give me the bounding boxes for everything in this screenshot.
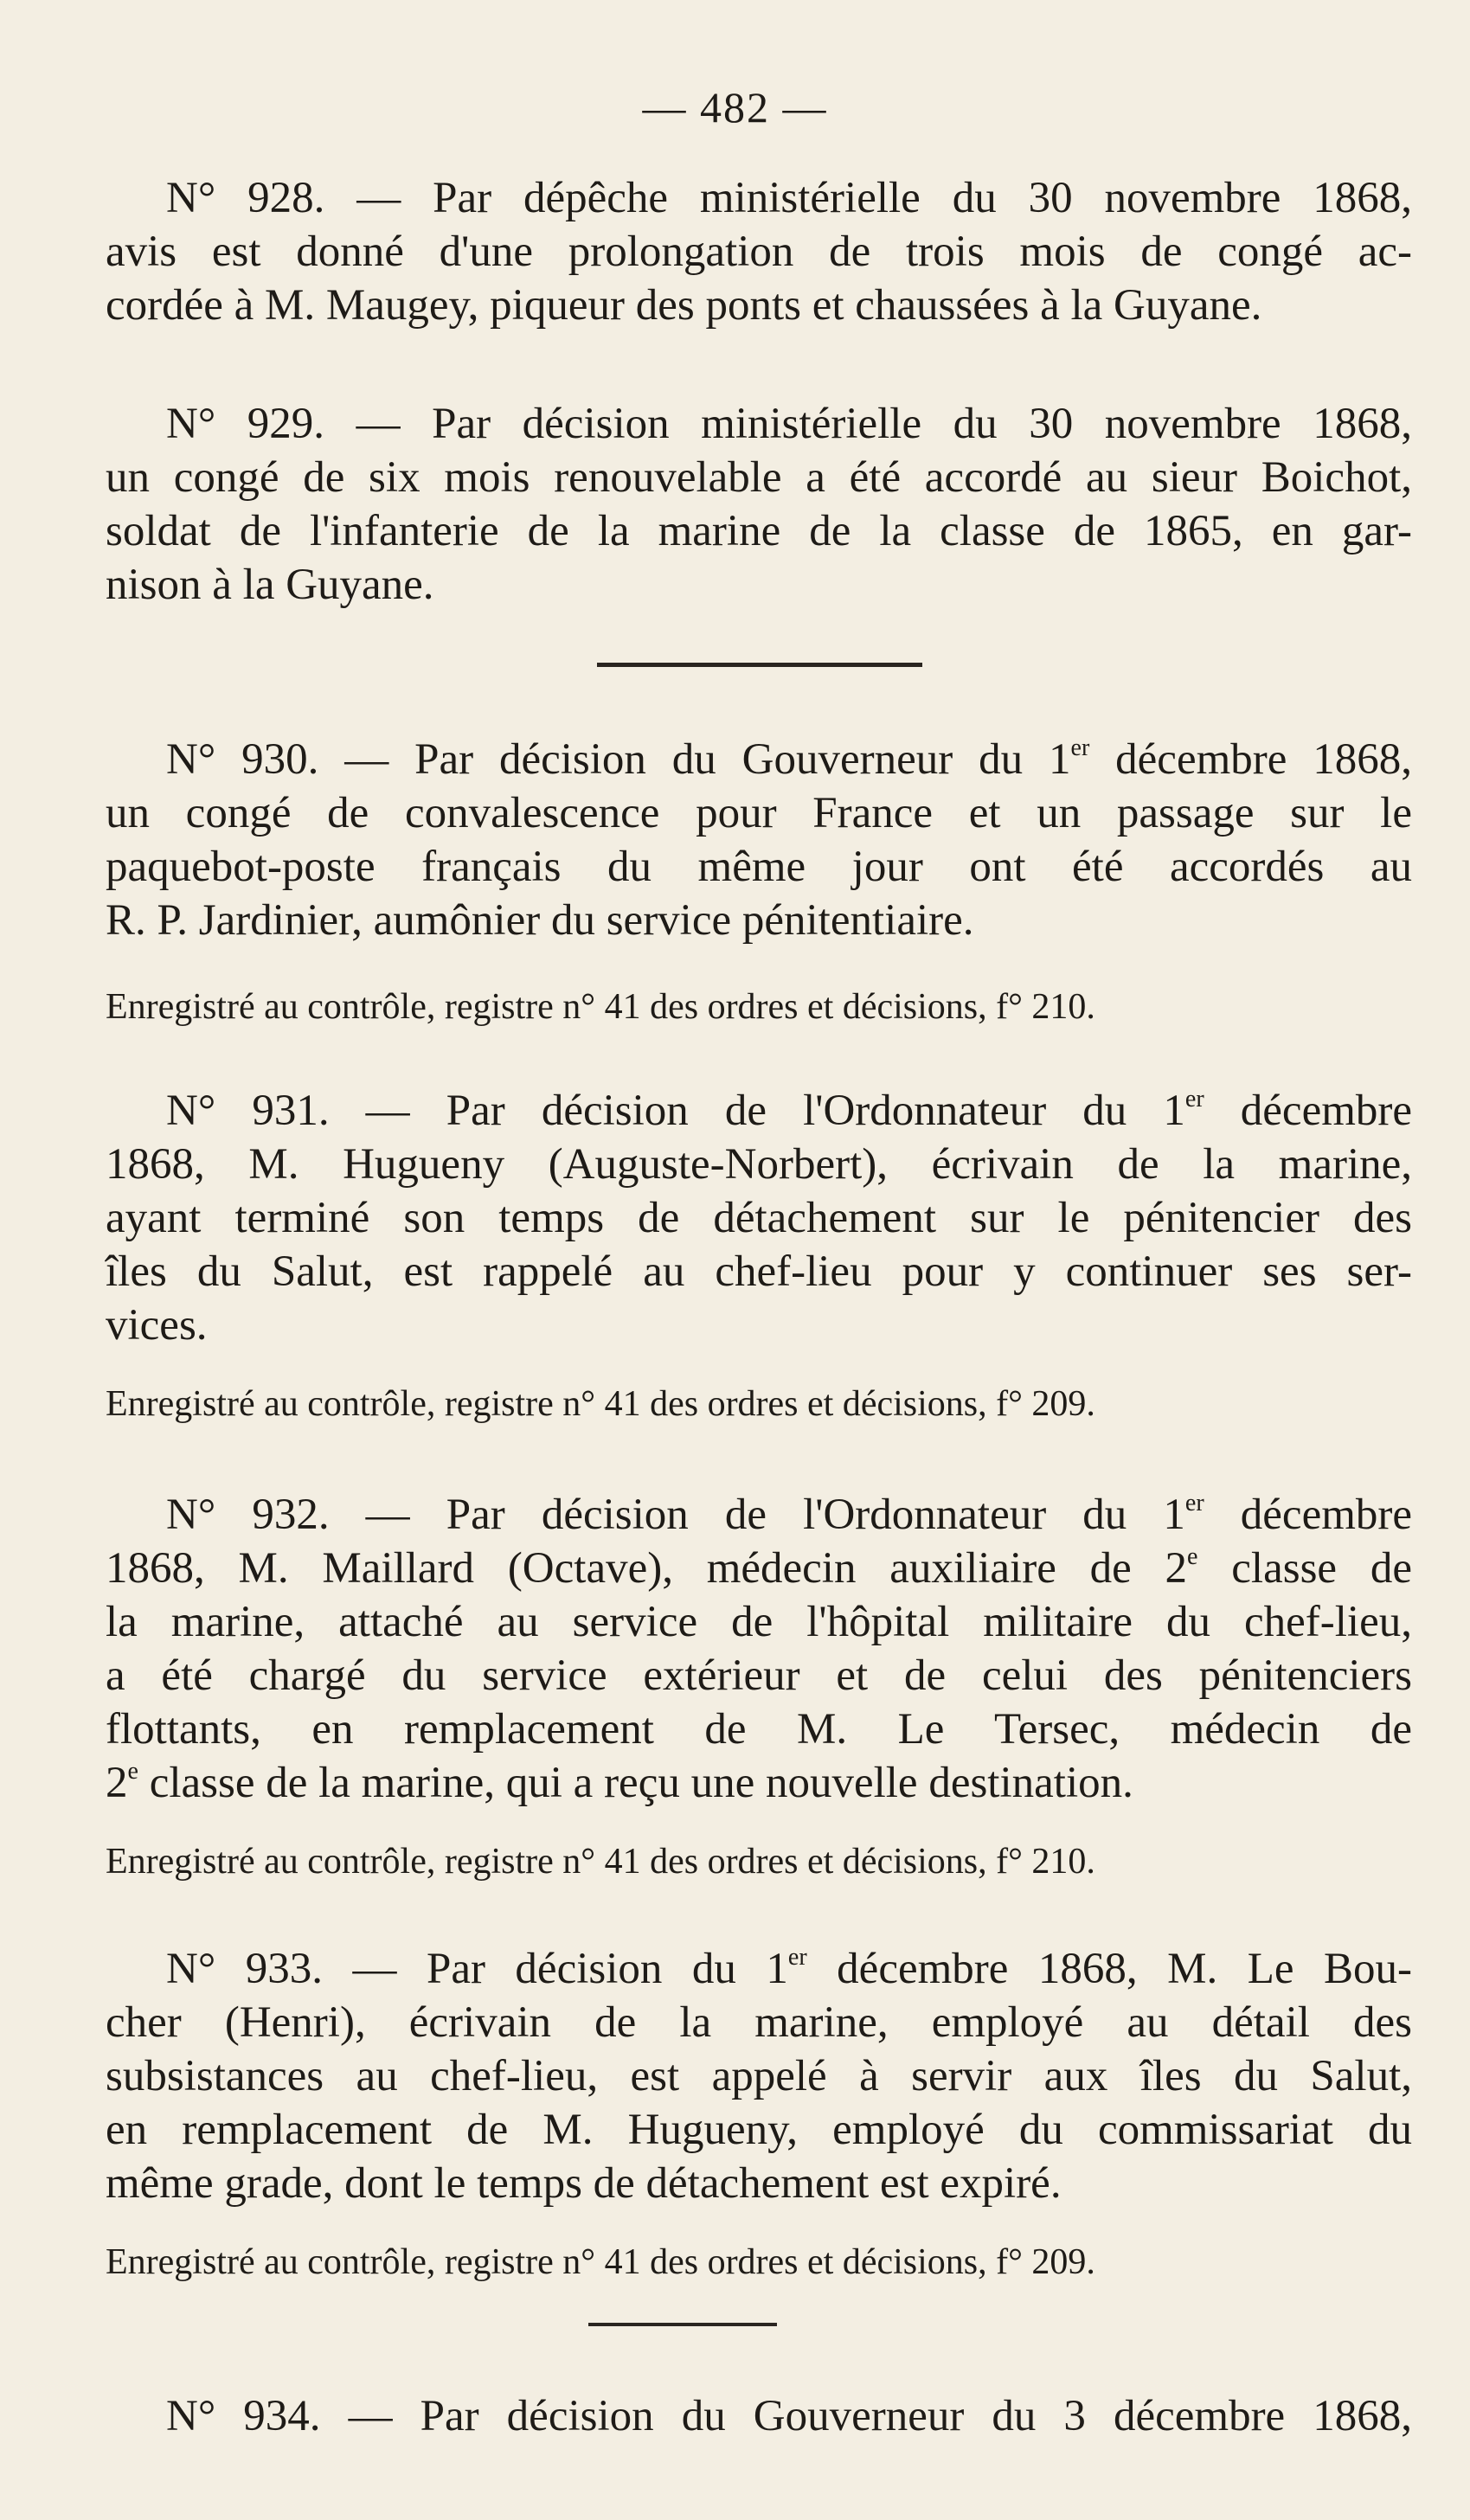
entry-line: paquebot-poste français du même jour ont été accordés au (106, 843, 1412, 891)
entry-931 (106, 1084, 1412, 1352)
entry-line: vices. (106, 1301, 208, 1350)
entry-line-text: classe de la marine, qui a reçu une nouvelle destination. (138, 1759, 1133, 1807)
entry-line: a été chargé du service extérieur et de celui des pénitenciers (106, 1651, 1412, 1700)
entry-line-text: N° 931. — Par décision de l'Ordonnateur du 1 (166, 1087, 1185, 1135)
entry-line: la marine, attaché au service de l'hôpital militaire du chef-lieu, (106, 1598, 1412, 1646)
entry-line-text: N° 933. — Par décision du 1 (166, 1945, 788, 1993)
registry-note: Enregistré au contrôle, registre n° 41 des ordres et décisions, f° 209. (106, 2242, 1095, 2282)
superscript: er (1184, 1085, 1204, 1113)
entry-line: N° 934. — Par décision du Gouverneur du 3 décembre 1868, (166, 2392, 1412, 2440)
entry-text (106, 1942, 1412, 2210)
entry-line-text: décembre 1868, M. Le Bou- (806, 1945, 1412, 1993)
entry-text (106, 2389, 1412, 2443)
section-divider (588, 2323, 777, 2326)
entry-line-text: N° 930. — Par décision du Gouverneur du 1 (166, 735, 1071, 784)
entry-line-text: décembre (1204, 1087, 1412, 1135)
entry-line: soldat de l'infanterie de la marine de la classe de 1865, en gar- (106, 507, 1412, 555)
entry-text (106, 171, 1412, 332)
entry-line (106, 733, 1412, 786)
entry-line: N° 928. — Par dépêche ministérielle du 30 novembre 1868, (166, 174, 1412, 222)
entry-text (106, 733, 1412, 947)
registry-note: Enregistré au contrôle, registre n° 41 des ordres et décisions, f° 210. (106, 1842, 1095, 1882)
entry-930 (106, 733, 1412, 947)
entry-line (106, 1542, 1412, 1595)
entry-line: N° 929. — Par décision ministérielle du 30 novembre 1868, (166, 400, 1412, 448)
page-number: — 482 — (642, 83, 828, 131)
entry-line-text: décembre 1868, (1089, 735, 1412, 784)
entry-933 (106, 1942, 1412, 2210)
entry-text (106, 1488, 1412, 1810)
entry-line-text: 2 (106, 1759, 128, 1807)
entry-text (106, 1084, 1412, 1352)
entry-line: avis est donné d'une prolongation de trois mois de congé ac- (106, 228, 1412, 276)
entry-line-text: décembre (1204, 1491, 1412, 1539)
registry-note: Enregistré au contrôle, registre n° 41 des ordres et décisions, f° 209. (106, 1384, 1095, 1424)
entry-line: R. P. Jardinier, aumônier du service pénitentiaire. (106, 896, 974, 945)
entry-line: subsistances au chef-lieu, est appelé à servir aux îles du Salut, (106, 2052, 1412, 2100)
superscript: er (1184, 1489, 1204, 1516)
entry-text (106, 397, 1412, 612)
entry-line (106, 1756, 1412, 1810)
entry-line: nison à la Guyane. (106, 561, 434, 609)
entry-line: 1868, M. Hugueny (Auguste-Norbert), écrivain de la marine, (106, 1140, 1412, 1189)
section-divider (597, 663, 922, 667)
entry-934 (106, 2389, 1412, 2443)
entry-928 (106, 171, 1412, 332)
superscript: e (1187, 1542, 1198, 1570)
entry-line: un congé de six mois renouvelable a été accordé au sieur Boichot, (106, 453, 1412, 502)
entry-line (106, 1488, 1412, 1542)
superscript: e (127, 1757, 138, 1785)
entry-line: îles du Salut, est rappelé au chef-lieu pour y continuer ses ser- (106, 1247, 1412, 1296)
entry-line-text: 1868, M. Maillard (Octave), médecin auxiliaire de 2 (106, 1544, 1188, 1593)
superscript: er (1070, 734, 1090, 761)
entry-932 (106, 1488, 1412, 1810)
entry-line (106, 1084, 1412, 1138)
entry-line: ayant terminé son temps de détachement sur le pénitencier des (106, 1194, 1412, 1242)
entry-line (106, 1942, 1412, 1996)
entry-line-text: N° 932. — Par décision de l'Ordonnateur du 1 (166, 1491, 1185, 1539)
entry-line: même grade, dont le temps de détachement est expiré. (106, 2159, 1062, 2208)
registry-note: Enregistré au contrôle, registre n° 41 des ordres et décisions, f° 210. (106, 987, 1095, 1027)
entry-line: en remplacement de M. Hugueny, employé du commissariat du (106, 2106, 1412, 2154)
entry-929 (106, 397, 1412, 612)
entry-line: flottants, en remplacement de M. Le Tersec, médecin de (106, 1705, 1412, 1754)
entry-line-text: classe de (1197, 1544, 1412, 1593)
entry-line: cordée à M. Maugey, piqueur des ponts et chaussées à la Guyane. (106, 281, 1262, 330)
superscript: er (787, 1943, 807, 1971)
entry-line: cher (Henri), écrivain de la marine, employé au détail des (106, 1998, 1412, 2047)
entry-line: un congé de convalescence pour France et un passage sur le (106, 789, 1412, 837)
